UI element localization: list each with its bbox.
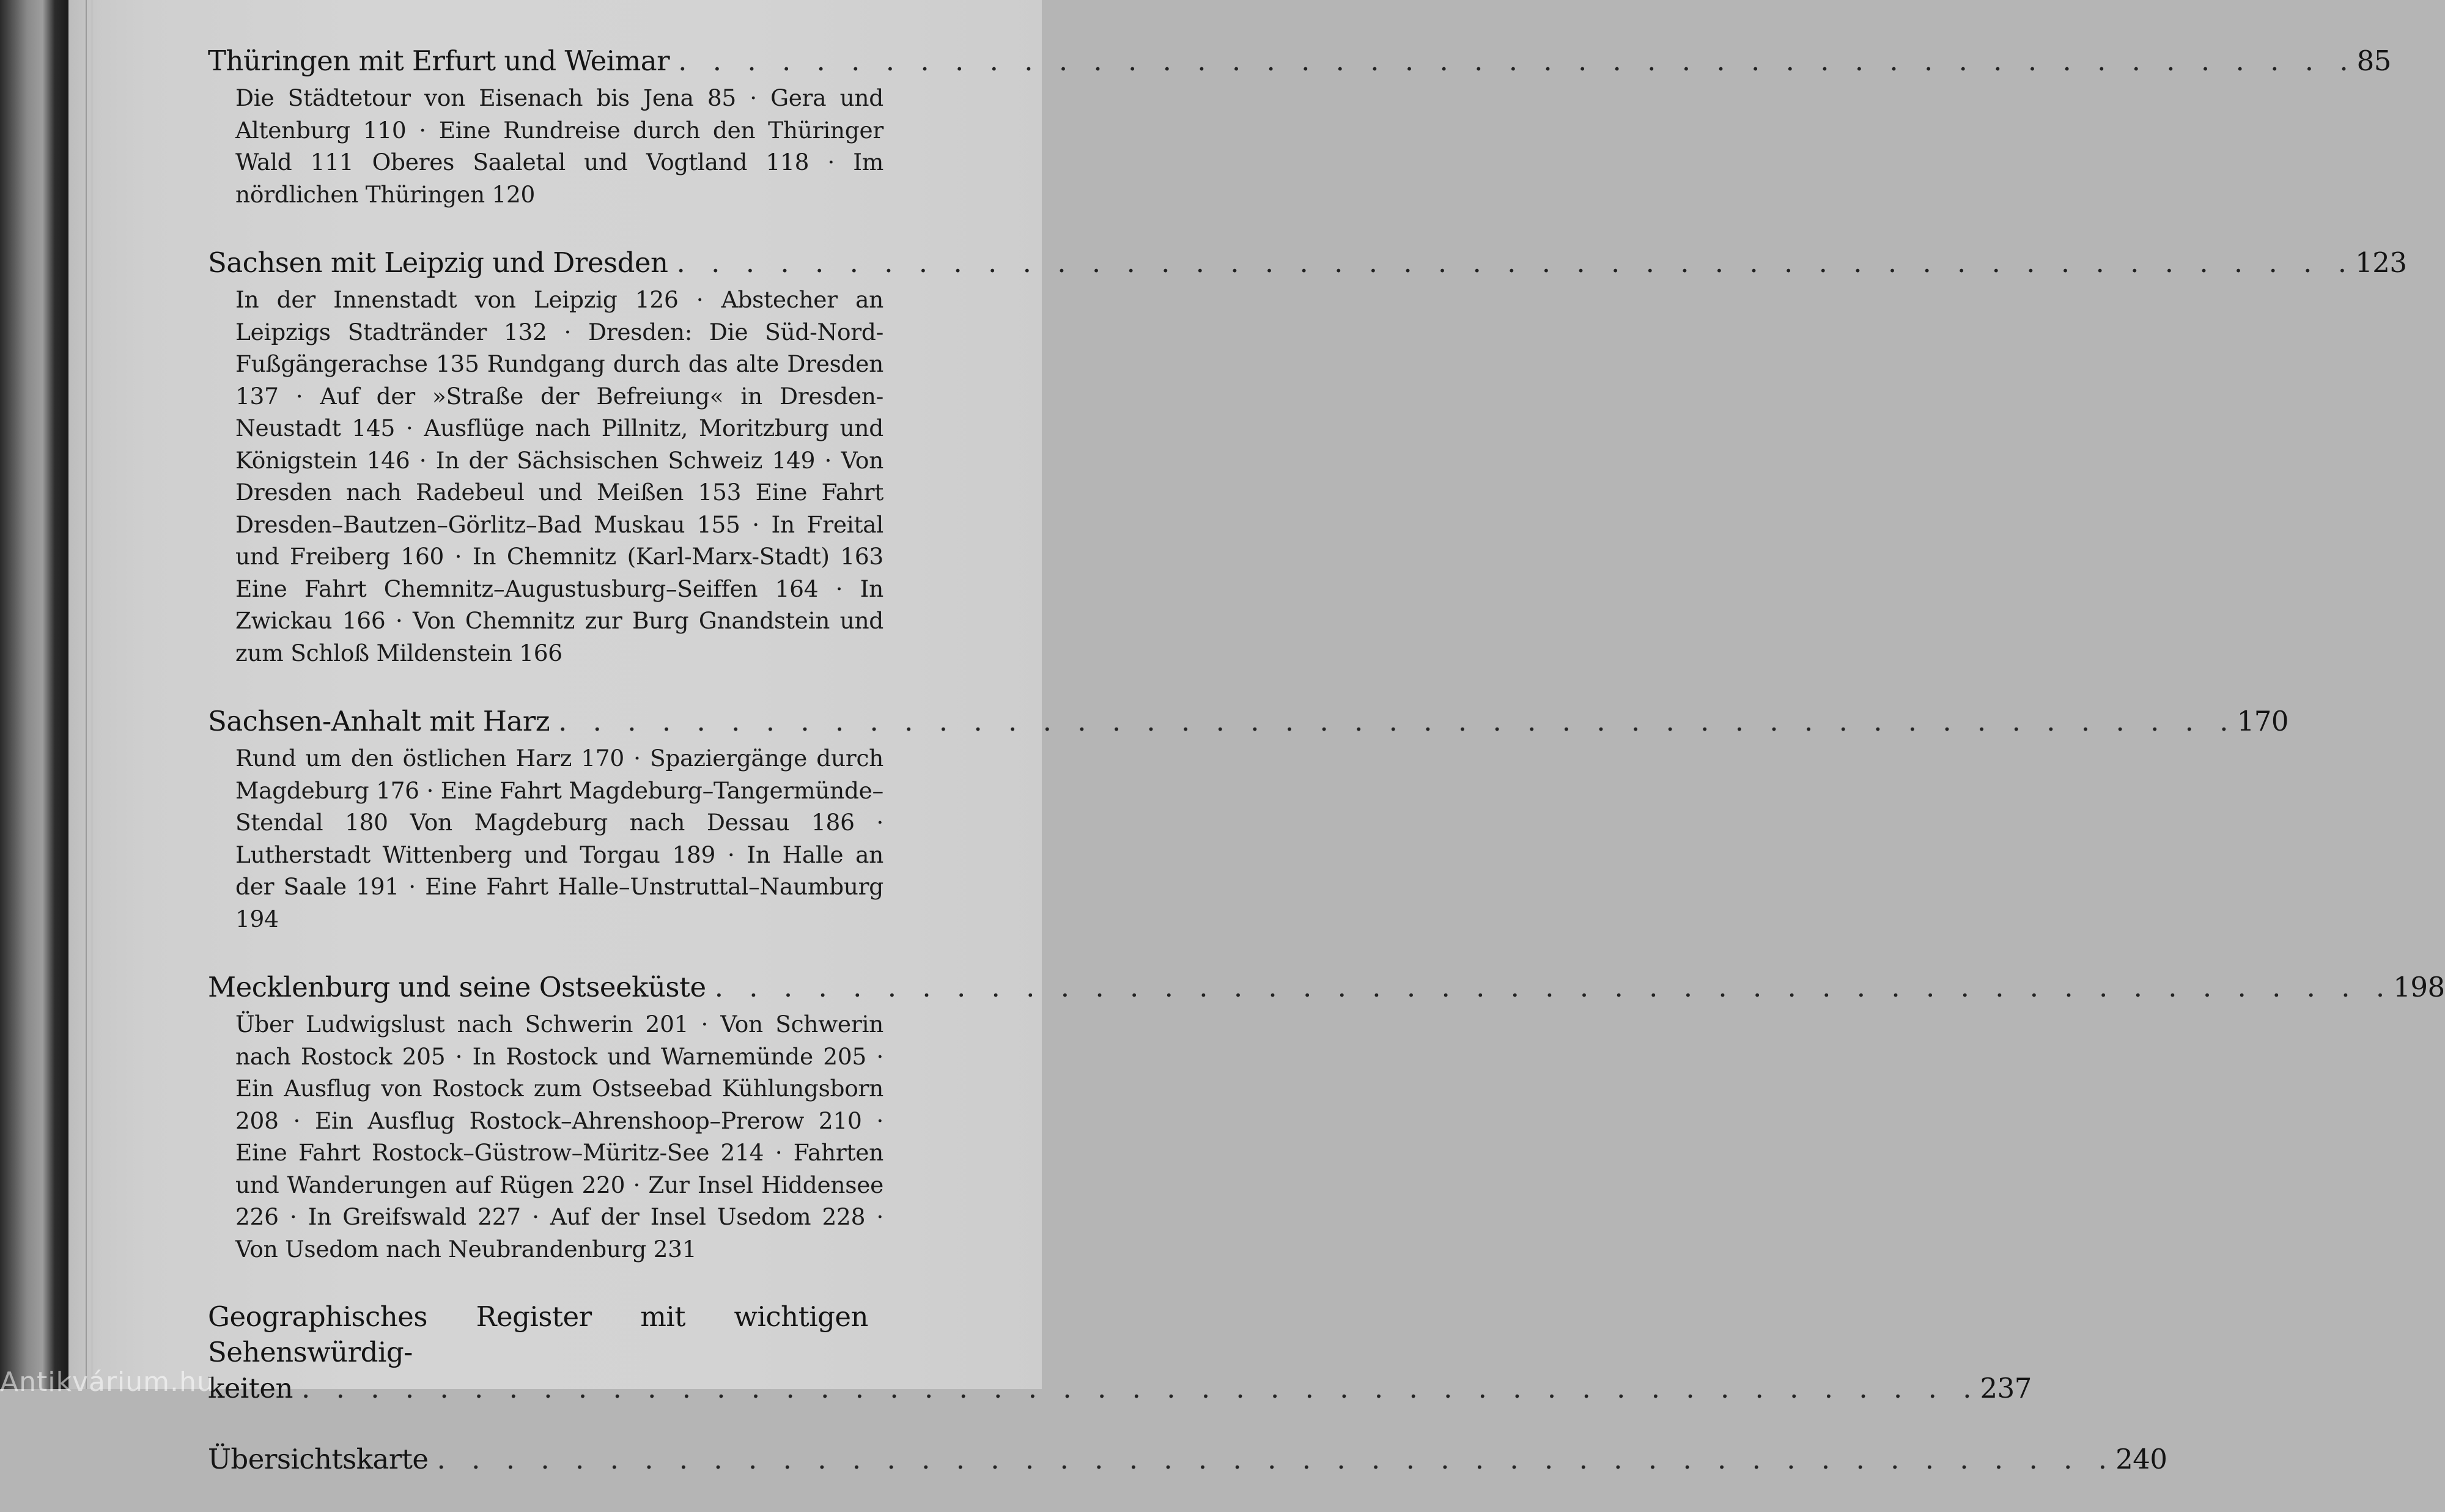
table-of-contents xyxy=(208,43,2445,1512)
page-number: 170 xyxy=(2237,705,2288,737)
dot-leader: . . . . . . . . . . . . . . . . . . . . . . . . . . . . . . . . . . . . . . . . . . . . . . . . . xyxy=(714,971,2394,1003)
section-title: Mecklenburg und seine Ostseeküste xyxy=(208,971,706,1003)
toc-map xyxy=(208,1441,2167,1478)
page-number: 85 xyxy=(2356,45,2391,77)
watermark-text: Antikvárium.hu xyxy=(0,1366,215,1398)
toc-section xyxy=(208,969,2445,1265)
toc-heading xyxy=(208,1370,2032,1407)
section-title: Sachsen-Anhalt mit Harz xyxy=(208,705,550,737)
dot-leader: . . . . . . . . . . . . . . . . . . . . . . . . . . . . . . . . . . . . . . . . . . . . . . . . . xyxy=(437,1443,2116,1475)
register-title-line2: keiten xyxy=(208,1372,293,1404)
section-description: In der Innenstadt von Leipzig 126 · Abstecher an Leipzigs Stadtränder 132 · Dresden: Die Süd-Nord-Fußgängerachse 135 Rundgang durch das alte Dresden 137 · Auf der »Straße der Befreiung« in Dresden-Neustadt 145 · Ausflüge nach Pillnitz, Moritzburg und Königstein 146 · In der Sächsischen Schweiz 149 · Von Dresden nach Radebeul und Meißen 153 Eine Fahrt Dresden–Bautzen–Görlitz–Bad Muskau 155 · In Freital und Freiberg 160 · In Chemnitz (Karl-Marx-Stadt) 163 Eine Fahrt Chemnitz–Augustusburg–Seiffen 164 · In Zwickau 166 · Von Chemnitz zur Burg Gnandstein und zum Schloß Mildenstein 166 xyxy=(235,286,883,666)
section-description: Rund um den östlichen Harz 170 · Spaziergänge durch Magdeburg 176 · Eine Fahrt Magdeburg–Tangermünde–Stendal 180 Von Magdeburg nach Dessau 186 · Lutherstadt Wittenberg und Torgau 189 · In Halle an der Saale 191 · Eine Fahrt Halle–Unstruttal–Naumburg 194 xyxy=(235,745,883,932)
toc-heading xyxy=(208,43,2391,79)
section-description: Die Städtetour von Eisenach bis Jena 85 · Gera und Altenburg 110 · Eine Rundreise durch den Thüringer Wald 111 Oberes Saaletal und Vogtland 118 · Im nördlichen Thüringen 120 xyxy=(235,84,883,208)
dot-leader: . . . . . . . . . . . . . . . . . . . . . . . . . . . . . . . . . . . . . . . . . . . . . . . . . xyxy=(678,45,2357,77)
toc-section xyxy=(208,245,2407,669)
toc-section xyxy=(208,703,2288,935)
section-description: Über Ludwigslust nach Schwerin 201 · Von Schwerin nach Rostock 205 · In Rostock und Warnemünde 205 · Ein Ausflug von Rostock zum Ostseebad Kühlungsborn 208 · Ein Ausflug Rostock–Ahrenshoop–Prerow 210 · Eine Fahrt Rostock–Güstrow–Müritz-See 214 · Fahrten und Wanderungen auf Rügen 220 · Zur Insel Hiddensee 226 · In Greifswald 227 · Auf der Insel Usedom 228 · Von Usedom nach Neubrandenburg 231 xyxy=(235,1011,883,1263)
register-title-line1: Geographisches Register mit wichtigen Sehenswürdig- xyxy=(208,1300,868,1368)
dot-leader: . . . . . . . . . . . . . . . . . . . . . . . . . . . . . . . . . . . . . . . . . . . . . . . . . xyxy=(676,246,2356,279)
page-number: 123 xyxy=(2355,246,2407,279)
page-edge-line xyxy=(86,0,87,1389)
toc-heading xyxy=(208,1441,2167,1478)
book-spine-shadow xyxy=(0,0,68,1389)
section-title: Thüringen mit Erfurt und Weimar xyxy=(208,45,670,77)
toc-section xyxy=(208,43,2391,210)
section-title: Sachsen mit Leipzig und Dresden xyxy=(208,246,668,279)
page-number: 240 xyxy=(2115,1443,2167,1475)
map-title: Übersichtskarte xyxy=(208,1443,429,1475)
toc-register xyxy=(208,1299,2032,1407)
toc-heading xyxy=(208,703,2288,740)
dot-leader: . . . . . . . . . . . . . . . . . . . . . . . . . . . . . . . . . . . . . . . . . . . . . . . . . xyxy=(301,1372,1980,1404)
page-number: 237 xyxy=(1980,1372,2032,1404)
dot-leader: . . . . . . . . . . . . . . . . . . . . . . . . . . . . . . . . . . . . . . . . . . . . . . . . . xyxy=(558,705,2237,737)
page-number: 198 xyxy=(2393,971,2445,1003)
toc-heading xyxy=(208,969,2445,1006)
toc-heading xyxy=(208,245,2407,281)
